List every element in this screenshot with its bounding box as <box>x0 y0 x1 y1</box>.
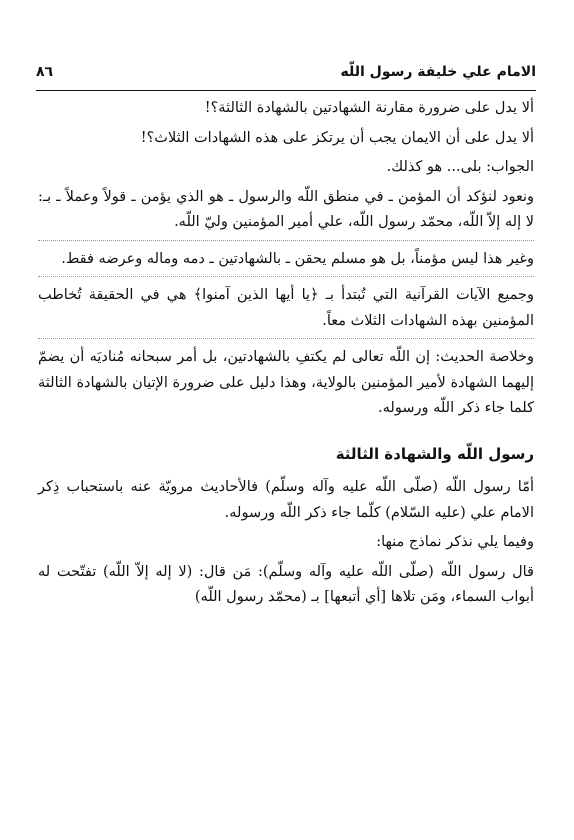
paragraph: قال رسول اللّه (صلّى اللّه عليه وآله وسلّم): مَن قال: (لا إله إلاّ اللّه) تفتّحت له أبواب السماء، ومَن تلاها [أي أتبعها] بـ (محمّد رسول اللّه) <box>38 563 534 605</box>
paragraph: ألا يدل على ضرورة مقارنة الشهادتين بالشهادة الثالثة؟! <box>204 100 534 116</box>
running-header <box>36 62 536 90</box>
paragraph: وفيما يلي نذكر نماذج منها: <box>376 534 534 550</box>
paragraph: وخلاصة الحديث: إن اللّه تعالى لم يكتفِ بالشهادتين، بل أمر سبحانه مُناديَه أن يضمّ إليهما الشهادة لأمير المؤمنين بالولاية، وهذا دليل على ضرورة الإتيان بالشهادة الثالثة كلما جاء ذكر اللّه ورسوله. <box>38 349 534 416</box>
divider <box>38 276 534 277</box>
paragraph: وجميع الآيات القرآنية التي تُبتدأ بـ ﴿يا أيها الذين آمنوا﴾ هي في الحقيقة تُخاطب المؤمنين بهذه الشهادات الثلاث معاً. <box>38 287 534 329</box>
divider <box>38 338 534 339</box>
paragraph: ألا يدل على أن الايمان يجب أن يرتكز على هذه الشهادات الثلاث؟! <box>140 129 534 146</box>
section-heading: رسول اللّه والشهادة الثالثة <box>335 444 534 463</box>
header-title: الامام علي خليفة رسول اللّه <box>340 64 536 80</box>
body-text <box>38 96 534 615</box>
paragraph: الجواب: بلى... هو كذلك. <box>386 159 534 175</box>
divider <box>38 240 534 241</box>
page-number: ٨٦ <box>36 64 54 80</box>
header-rule <box>36 90 536 91</box>
paragraph: وغير هذا ليس مؤمناً، بل هو مسلم يحقن ـ بالشهادتين ـ دمه وماله وعرضه فقط. <box>61 250 534 267</box>
paragraph: أمّا رسول اللّه (صلّى اللّه عليه وآله وسلّم) فالأحاديث مرويّة عنه باستحباب ذِكر الامام علي (عليه السّلام) كلّما جاء ذكر اللّه ورسوله. <box>38 479 534 521</box>
paragraph: ونعود لنؤكد أن المؤمن ـ في منطق اللّه والرسول ـ هو الذي يؤمن ـ قولاً وعملاً ـ بـ: لا إله إلاّ اللّه، محمّد رسول اللّه، علي أمير المؤمنين وليّ اللّه. <box>38 188 534 230</box>
